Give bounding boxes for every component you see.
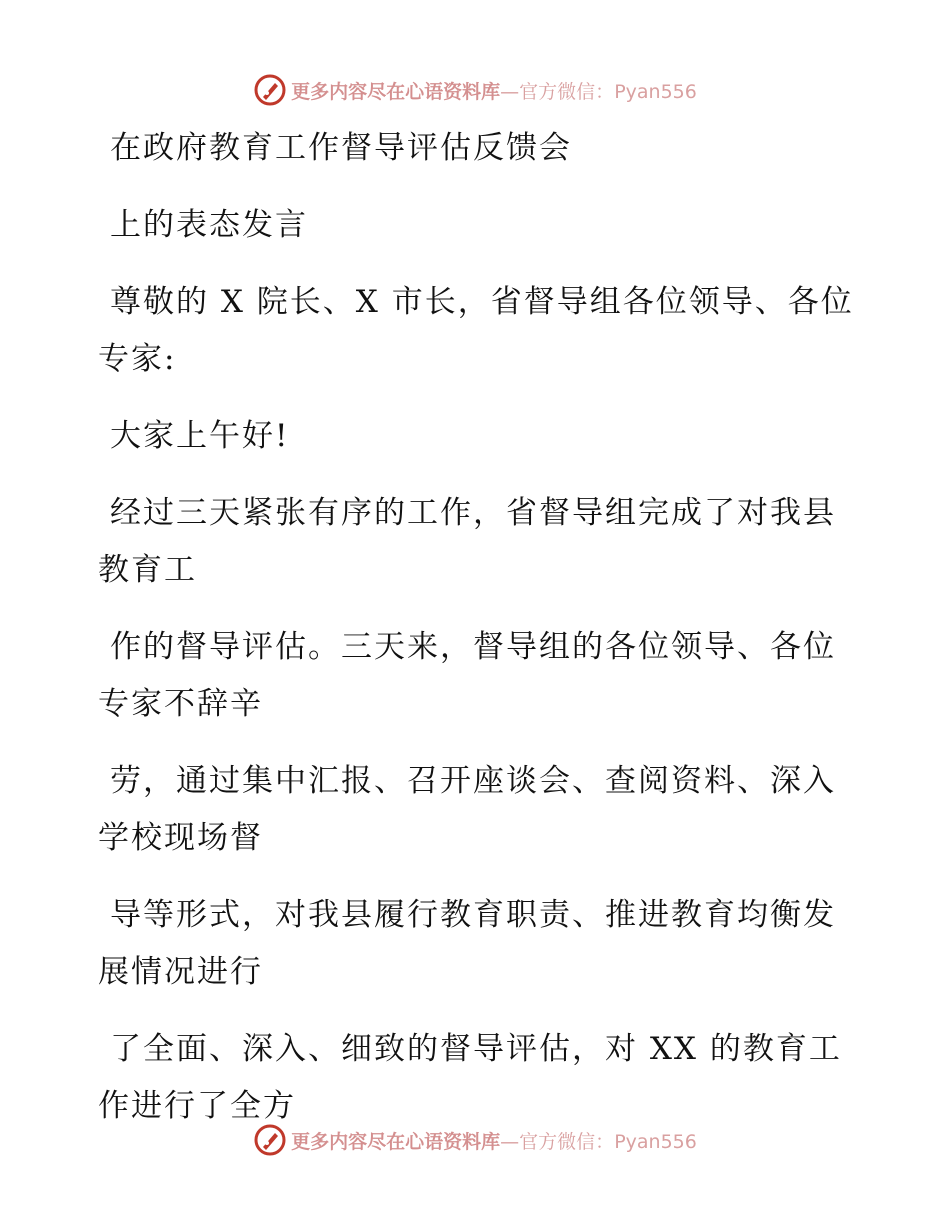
header-wechat-id: Pyan556 <box>614 80 697 103</box>
footer-banner <box>0 1120 950 1160</box>
document-title-line2: 上的表态发言 <box>110 207 308 243</box>
footer-wechat-id: Pyan556 <box>614 1130 697 1153</box>
document-salutation: 尊敬的 X 院长、X 市长，省督导组各位领导、各位专家: <box>98 284 854 377</box>
header-dash: — <box>500 80 520 103</box>
document-paragraph: 作的督导评估。三天来，督导组的各位领导、各位专家不辞辛 <box>98 629 836 722</box>
header-banner <box>0 70 950 110</box>
footer-brand-text: 更多内容尽在心语资料库 <box>291 1130 501 1153</box>
document-paragraph: 劳，通过集中汇报、召开座谈会、查阅资料、深入学校现场督 <box>98 763 836 856</box>
document-title-line1: 在政府教育工作督导评估反馈会 <box>110 130 572 166</box>
header-wechat-label: 官方微信： <box>519 80 615 103</box>
document-paragraph: 导等形式，对我县履行教育职责、推进教育均衡发展情况进行 <box>98 897 836 990</box>
header-banner-text <box>291 77 697 104</box>
document-paragraph: 了全面、深入、细致的督导评估，对 XX 的教育工作进行了全方 <box>98 1031 842 1124</box>
document-paragraph: 经过三天紧张有序的工作，省督导组完成了对我县教育工 <box>98 495 836 588</box>
footer-wechat-label: 官方微信： <box>519 1130 615 1153</box>
header-brand-text: 更多内容尽在心语资料库 <box>291 80 501 103</box>
document-body <box>98 120 858 1155</box>
pen-nib-logo-icon <box>253 73 287 107</box>
pen-nib-logo-icon <box>253 1123 287 1157</box>
document-greeting: 大家上午好! <box>110 418 290 454</box>
footer-banner-text <box>291 1127 697 1154</box>
footer-dash: — <box>500 1130 520 1153</box>
